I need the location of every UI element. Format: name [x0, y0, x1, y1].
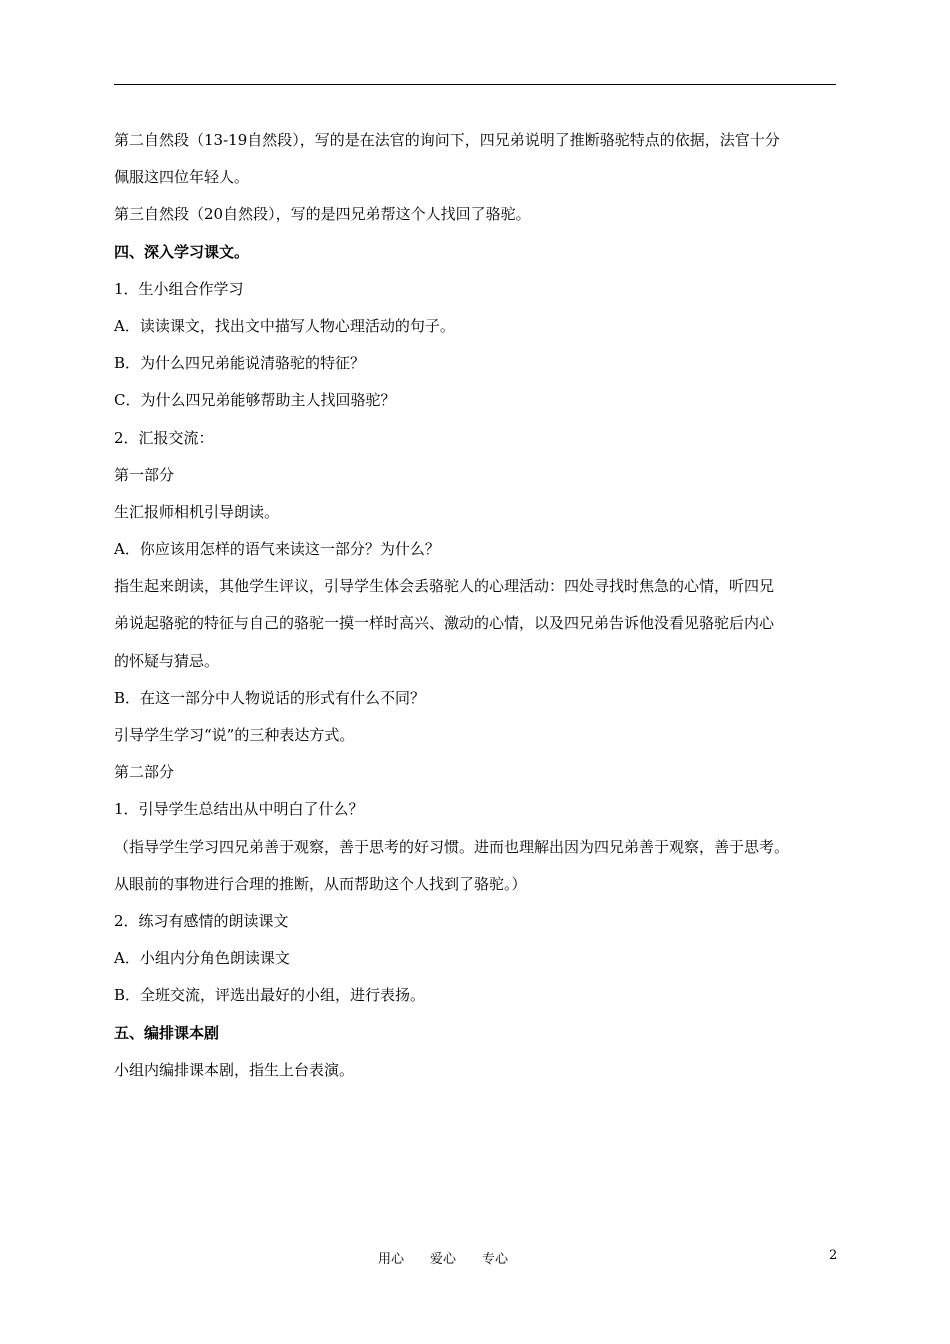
text-line: （指导学生学习四兄弟善于观察，善于思考的好习惯。进而也理解出因为四兄弟善于观察，善于思考。 — [114, 837, 790, 856]
section-heading: 四、深入学习课文。 — [114, 242, 250, 261]
footer-motto: 用心 爱心 专心 — [378, 1252, 509, 1267]
text-line: B．全班交流，评选出最好的小组，进行表扬。 — [114, 986, 426, 1005]
text-line: 生汇报师相机引导朗读。 — [114, 502, 280, 521]
text-line: A．你应该用怎样的语气来读这一部分？为什么？ — [114, 540, 440, 559]
text-line: 2．练习有感情的朗读课文 — [114, 911, 289, 930]
text-line: A．小组内分角色朗读课文 — [114, 949, 290, 968]
text-line: 第二部分 — [114, 763, 175, 782]
text-line: 佩服这四位年轻人。 — [114, 168, 250, 187]
text-line: 从眼前的事物进行合理的推断，从而帮助这个人找到了骆驼。） — [114, 874, 527, 893]
text-line: B．为什么四兄弟能说清骆驼的特征？ — [114, 354, 366, 373]
text-line: 小组内编排课本剧，指生上台表演。 — [114, 1060, 355, 1079]
header-rule — [114, 84, 836, 85]
section-heading: 五、编排课本剧 — [114, 1023, 220, 1042]
text-line: 1．生小组合作学习 — [114, 279, 244, 298]
text-line: 弟说起骆驼的特征与自己的骆驼一摸一样时高兴、激动的心情，以及四兄弟告诉他没看见骆驼后内心 — [114, 614, 775, 633]
page-footer — [0, 1248, 950, 1270]
text-line: 的怀疑与猜忌。 — [114, 651, 220, 670]
document-body — [114, 122, 838, 1089]
text-line: 第三自然段（20自然段），写的是四兄弟帮这个人找回了骆驼。 — [114, 205, 531, 224]
page-number: 2 — [829, 1248, 838, 1263]
text-line: 指生起来朗读，其他学生评议，引导学生体会丢骆驼人的心理活动：四处寻找时焦急的心情，听四兄 — [114, 577, 775, 596]
text-line: 2．汇报交流： — [114, 428, 214, 447]
text-line: 第二自然段（13-19自然段），写的是在法官的询问下，四兄弟说明了推断骆驼特点的依据，法官十分 — [114, 131, 780, 149]
text-line: 引导学生学习“说”的三种表达方式。 — [114, 726, 355, 744]
text-line: B．在这一部分中人物说话的形式有什么不同？ — [114, 688, 426, 707]
text-line: 第一部分 — [114, 465, 175, 484]
text-line: 1．引导学生总结出从中明白了什么？ — [114, 800, 364, 819]
text-line: A．读读课文，找出文中描写人物心理活动的句子。 — [114, 316, 455, 335]
text-line: C．为什么四兄弟能够帮助主人找回骆驼？ — [114, 391, 396, 410]
